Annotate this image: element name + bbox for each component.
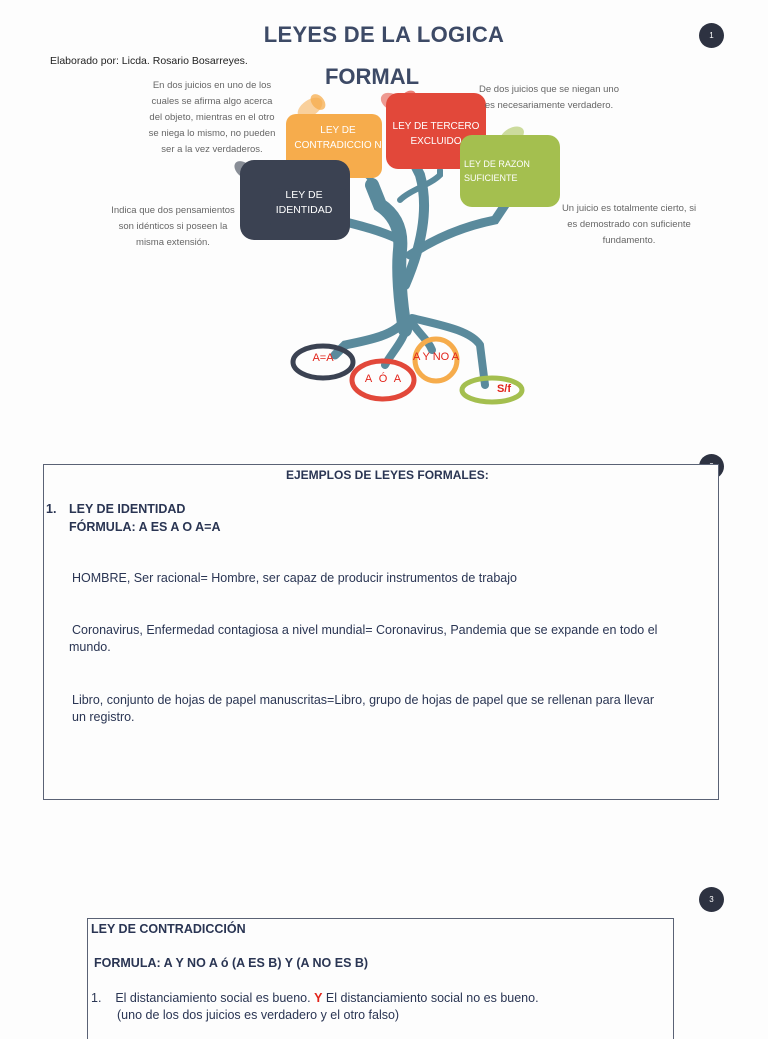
node-label-razon: LEY DE RAZON SUFICIENTE (464, 159, 530, 183)
formula-razon: S/f (496, 383, 512, 395)
formula-identidad: A=A (312, 352, 334, 364)
contradiction-box (87, 918, 674, 1039)
conjunction-y: Y (314, 991, 323, 1005)
judgment-1: El distanciamiento social es bueno. (115, 991, 311, 1005)
item-number: 1. (46, 502, 57, 516)
node-label-contradiccion: LEY DE CONTRADICCIO N (294, 125, 382, 151)
examples-heading: EJEMPLOS DE LEYES FORMALES: (286, 468, 489, 482)
formula-contradiccion: A Y NO A (412, 351, 460, 363)
example-3-line1: Libro, conjunto de hojas de papel manuscritas=Libro, grupo de hojas de papel que se rellenan para llevar (72, 693, 654, 707)
page-title: LEYES DE LA LOGICA (263, 22, 505, 47)
contradiction-item (91, 991, 539, 1005)
note-identidad: Indica que dos pensamientos son idénticos si poseen la misma extensión. (111, 205, 235, 248)
node-label-identidad: LEY DE IDENTIDAD (275, 189, 333, 216)
example-2-line1: Coronavirus, Enfermedad contagiosa a nivel mundial= Coronavirus, Pandemia que se expande en todo el (72, 623, 658, 637)
item-number: 1. (91, 991, 102, 1005)
example-3-line2: un registro. (72, 710, 135, 724)
law-identity-title: LEY DE IDENTIDAD (69, 502, 186, 516)
page-title-line2: FORMAL (324, 64, 420, 89)
example-2-line2: mundo. (69, 640, 111, 654)
note-razon: Un juicio es totalmente cierto, si es demostrado con suficiente fundamento. (561, 203, 697, 246)
judgment-2: El distanciamiento social no es bueno. (325, 991, 539, 1005)
contradiction-heading: LEY DE CONTRADICCIÓN (91, 922, 246, 936)
author-credit: Elaborado por: Licda. Rosario Bosarreyes. (50, 55, 248, 67)
contradiction-note: (uno de los dos juicios es verdadero y el otro falso) (117, 1008, 400, 1022)
node-label-tercero: LEY DE TERCERO EXCLUIDO (392, 121, 480, 147)
examples-box (43, 464, 719, 800)
note-tercero: De dos juicios que se niegan uno es necesariamente verdadero. (479, 84, 619, 111)
page-number-badge-3: 3 (699, 887, 724, 912)
page-number-badge-1: 1 (699, 23, 724, 48)
formula-tercero: A Ó A (364, 373, 404, 385)
law-identity-formula: FÓRMULA: A ES A O A=A (69, 520, 221, 534)
example-1: HOMBRE, Ser racional= Hombre, ser capaz de producir instrumentos de trabajo (72, 571, 517, 585)
note-contradiccion: En dos juicios en uno de los cuales se afirma algo acerca del objeto, mientras en el otro se niega lo mismo, no pueden ser a la vez verdaderos. (148, 80, 276, 155)
contradiction-formula: FORMULA: A Y NO A ó (A ES B) Y (A NO ES B) (94, 956, 369, 970)
